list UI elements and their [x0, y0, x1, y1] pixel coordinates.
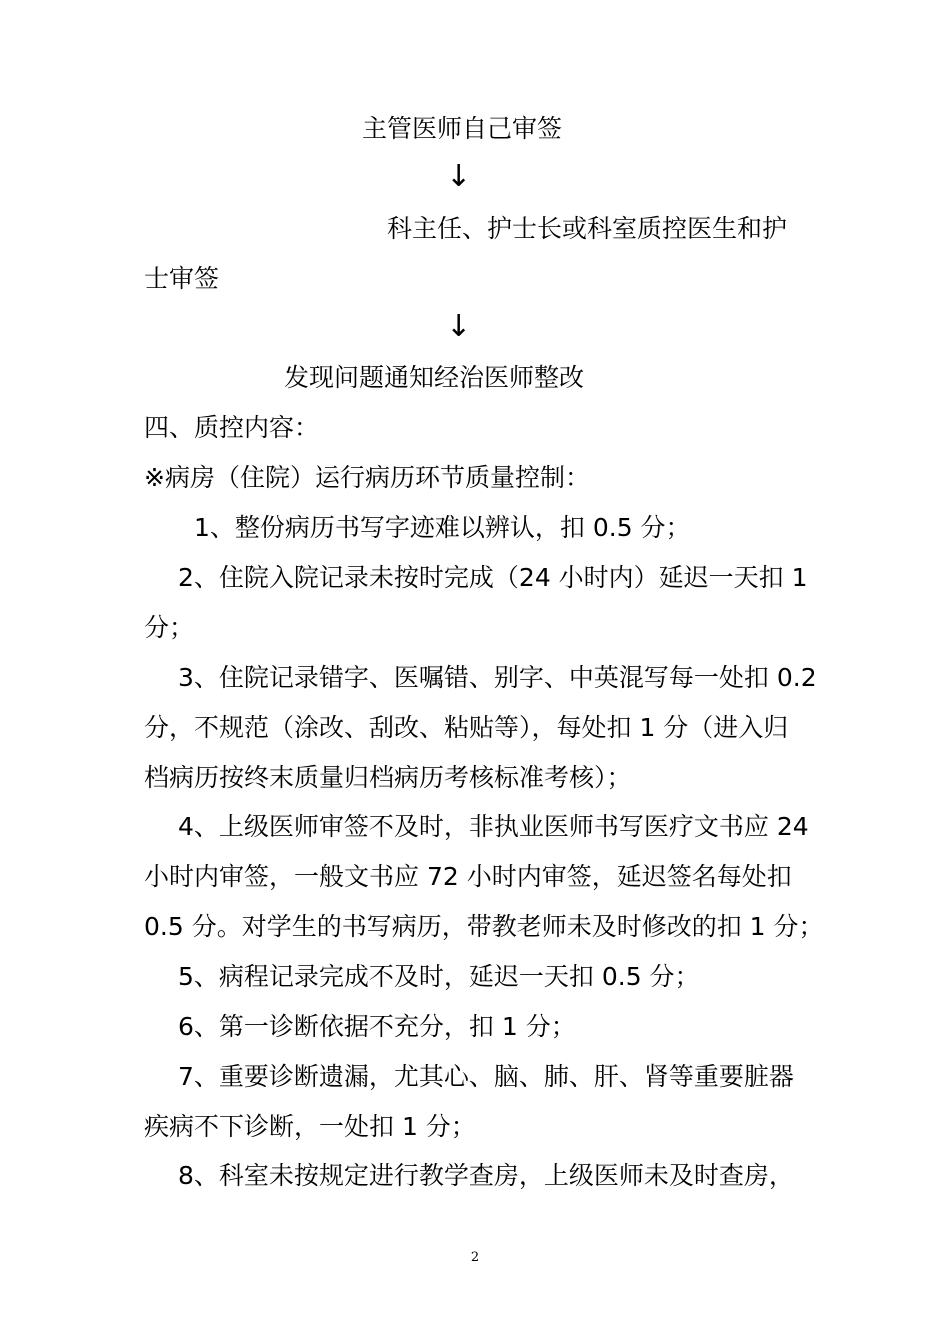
section-heading: 四、质控内容： — [144, 413, 320, 442]
list-item-3-cont: 档病历按终末质量归档病历考核标准考核）； — [144, 763, 632, 792]
flow-step-notify-rectify: 发现问题通知经治医师整改 — [284, 363, 585, 392]
flow-step-department-review: 科主任、护士长或科室质控医生和护 — [387, 214, 788, 243]
list-item-5: 5、病程记录完成不及时，延迟一天扣 0.5 分； — [178, 962, 700, 991]
list-item-3: 3、住院记录错字、医嘱错、别字、中英混写每一处扣 0.2 — [178, 663, 817, 692]
list-item-4: 4、上级医师审签不及时，非执业医师书写医疗文书应 24 — [178, 812, 809, 841]
list-item-7-cont: 疾病不下诊断，一处扣 1 分； — [144, 1112, 476, 1141]
list-item-8: 8、科室未按规定进行教学查房，上级医师未及时查房， — [178, 1161, 794, 1190]
section-subheading: ※病房（住院）运行病历环节质量控制： — [144, 463, 590, 492]
list-item-4-cont: 小时内审签，一般文书应 72 小时内审签，延迟签名每处扣 — [144, 862, 792, 891]
list-item-2-cont: 分； — [144, 613, 195, 642]
flow-arrow-down: ↓ — [446, 159, 472, 194]
list-item-6: 6、第一诊断依据不充分，扣 1 分； — [178, 1012, 576, 1041]
flow-step-supervising-physician: 主管医师自己审签 — [362, 114, 563, 143]
list-item-1: 1、整份病历书写字迹难以辨认，扣 0.5 分； — [194, 513, 691, 542]
list-item-4-cont: 0.5 分。对学生的书写病历，带教老师未及时修改的扣 1 分； — [144, 912, 824, 941]
list-item-7: 7、重要诊断遗漏，尤其心、脑、肺、肝、肾等重要脏器 — [178, 1062, 794, 1091]
list-item-2: 2、住院入院记录未按时完成（24 小时内）延迟一天扣 1 — [178, 563, 808, 592]
flow-step-department-review-cont: 士审签 — [144, 264, 220, 293]
list-item-3-cont: 分，不规范（涂改、刮改、粘贴等），每处扣 1 分（进入归 — [144, 713, 789, 742]
flow-arrow-down: ↓ — [446, 309, 472, 344]
page-number: 2 — [470, 1250, 480, 1265]
